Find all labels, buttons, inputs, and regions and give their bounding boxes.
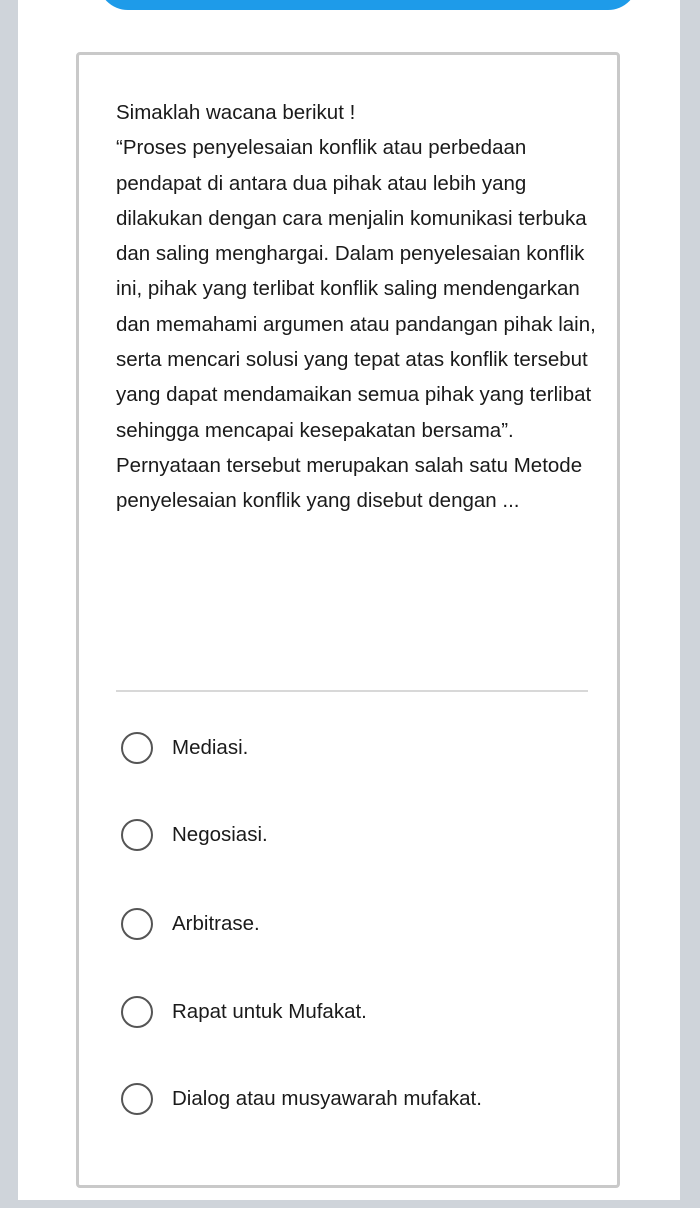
page: [18, 0, 680, 1200]
radio-button[interactable]: [121, 732, 153, 764]
radio-button[interactable]: [121, 1083, 153, 1115]
divider: [116, 690, 588, 692]
question-card: [76, 52, 620, 1188]
question-prompt: Pernyataan tersebut merupakan salah satu Metode penyelesaian konflik yang disebut dengan ...: [116, 453, 583, 513]
option-negosiasi[interactable]: [121, 815, 268, 855]
option-label: Arbitrase.: [172, 912, 260, 935]
option-label: Rapat untuk Mufakat.: [172, 1000, 367, 1023]
radio-button[interactable]: [121, 908, 153, 940]
option-label: Mediasi.: [172, 736, 249, 759]
question-text: [116, 95, 596, 519]
question-passage: “Proses penyelesaian konflik atau perbedaan pendapat di antara dua pihak atau lebih yang dilakukan dengan cara menjalin komunikasi terbuka dan saling menghargai. Dalam penyelesaian konflik ini, pihak yang terlibat konflik saling mendengarkan dan memahami argumen atau pandangan pihak lain, serta mencari solusi yang tepat atas konflik tersebut yang dapat mendamaikan semua pihak yang terlibat sehingga mencapai kesepakatan bersama”.: [116, 136, 596, 442]
option-mediasi[interactable]: [121, 728, 248, 768]
radio-button[interactable]: [121, 819, 153, 851]
option-label: Dialog atau musyawarah mufakat.: [172, 1087, 482, 1110]
bottom-strip: [0, 1200, 700, 1208]
option-dialog-musyawarah[interactable]: [121, 1079, 482, 1119]
option-rapat-untuk-mufakat[interactable]: [121, 992, 367, 1032]
question-intro: Simaklah wacana berikut !: [116, 101, 356, 124]
radio-button[interactable]: [121, 996, 153, 1028]
top-accent-bar: [98, 0, 638, 10]
option-arbitrase[interactable]: [121, 904, 260, 944]
option-label: Negosiasi.: [172, 823, 268, 846]
